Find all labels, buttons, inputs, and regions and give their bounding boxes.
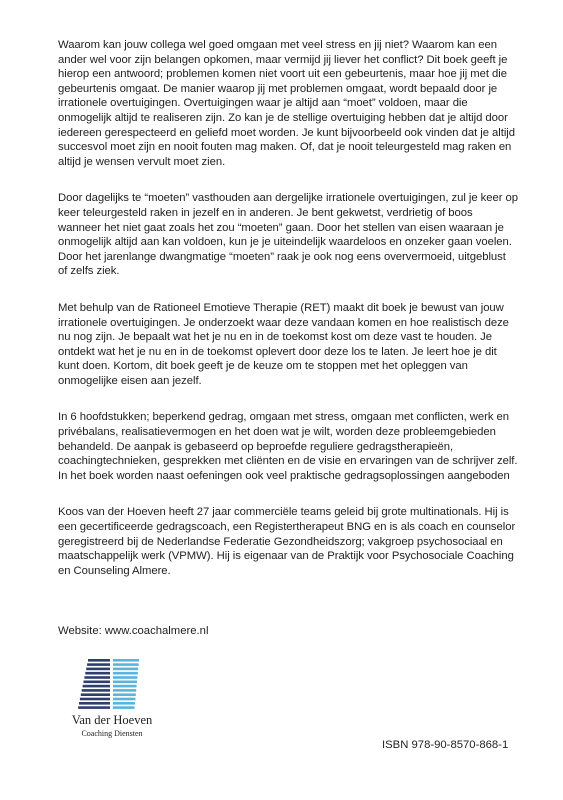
logo-stripe-light — [113, 681, 137, 684]
paragraph-ret: Met behulp van de Rationeel Emotieve Therapie (RET) maakt dit boek je bewust van jouw irrationele overtuigingen. Je onderzoekt waar deze vandaan komen en hoe realistisch deze nu nog zijn. Je bepaalt wat het je nu en in de toekomst kost om deze vast te houden. Je ontdekt wat het je nu en in de toekomst oplevert door deze los te laten. Je leert hoe je dit kunt doen. Kortom, dit boek geeft je de keuze om te stoppen met het opleggen van onmogelijke eisen aan jezelf. — [58, 301, 509, 387]
logo-stripe-light — [113, 672, 138, 675]
logo-stripe-dark — [81, 693, 110, 696]
logo-stripe-light — [113, 676, 137, 679]
logo-stripe-dark — [87, 663, 110, 666]
company-logo — [62, 657, 172, 747]
logo-name: Van der Hoeven — [71, 713, 153, 727]
paragraph-chapters: In 6 hoofdstukken; beperkend gedrag, omgaan met stress, omgaan met conflicten, werk en privébalans, realisatievermogen en het doen wat je wilt, worden deze probleemgebieden behandeld. De aanpak is gebaseerd op beproefde reguliere gedragstherapieën, coachingtechnieken, gesprekken met cliënten en de visie en ervaringen van de schrijver zelf. In het boek worden naast oefeningen ook veel praktische gedragsoplossingen aangeboden — [58, 411, 518, 482]
logo-mark-icon — [72, 657, 152, 713]
logo-stripe-light — [113, 685, 137, 688]
logo-stripe-light — [113, 698, 135, 701]
logo-stripe-light — [113, 693, 136, 696]
logo-stripe-dark — [86, 668, 110, 671]
isbn-number: ISBN 978-90-8570-868-1 — [382, 739, 509, 751]
logo-stripe-dark — [83, 685, 110, 688]
logo-stripe-dark — [85, 672, 110, 675]
logo-stripe-light — [113, 702, 135, 705]
logo-stripe-light — [113, 689, 136, 692]
back-cover-text — [58, 38, 518, 600]
logo-stripe-dark — [88, 659, 110, 662]
logo-stripe-light — [113, 706, 135, 709]
paragraph-intro: Waarom kan jouw collega wel goed omgaan met veel stress en jij niet? Waarom kan een ander wel voor zijn belangen opkomen, maar vermijd jij liever het conflict? Dit boek geeft je hierop een antwoord; problemen komen niet voort uit een gebeurtenis, maar hoe jij met die gebeurtenis omgaat. De manier waarop jij met problemen omgaat, wordt bepaald door je irrationele overtuigingen. Overtuigingen waar je altijd aan “moet” voldoen, maar die onmogelijk altijd te realiseren zijn. Zo kan je de stellige overtuiging hebben dat je altijd door iedereen gerespecteerd en geliefd moet worden. Je kunt bijvoorbeeld ook vinden dat je altijd succesvol moet zijn en nooit fouten mag maken. Of, dat je nooit teleurgesteld mag raken en altijd je wensen vervult moet zien. — [58, 39, 515, 168]
logo-stripe-dark — [79, 702, 110, 705]
logo-stripe-light — [113, 668, 138, 671]
logo-stripe-dark — [80, 698, 110, 701]
paragraph-moeten: Door dagelijks te “moeten” vasthouden aan dergelijke irrationele overtuigingen, zul je keer op keer teleurgesteld raken in jezelf en in anderen. Je bent gekwetst, verdrietig of boos wanneer het niet gaat zoals het zou “moeten” gaan. Door het stellen van eisen waaraan je onmogelijk altijd aan kan voldoen, kun je je uiteindelijk waardeloos en onzeker gaan voelen. Door het jarenlange dwangmatige “moeten” raak je ook nog eens oververmoeid, uitgeblust of zelfs ziek. — [58, 192, 519, 278]
logo-stripe-dark — [84, 676, 110, 679]
paragraph-author: Koos van der Hoeven heeft 27 jaar commerciële teams geleid bij grote multinationals. Hij is een gecertificeerde gedragscoach, een Registertherapeut BNG en is als coach en counselor geregistreerd bij de Nederlandse Federatie Gezondheidszorg; vakgroep psychosociaal en maatschappelijk werk (VPMW). Hij is eigenaar van de Praktijk voor Psychosociale Coaching en Counseling Almere. — [58, 506, 516, 577]
logo-stripe-dark — [82, 689, 110, 692]
logo-stripe-dark — [78, 706, 110, 709]
logo-stripe-light — [113, 659, 139, 662]
logo-subtitle: Coaching Diensten — [81, 729, 143, 738]
website-line: Website: www.coachalmere.nl — [58, 625, 209, 637]
logo-stripe-dark — [84, 681, 111, 684]
logo-stripe-light — [113, 663, 139, 666]
